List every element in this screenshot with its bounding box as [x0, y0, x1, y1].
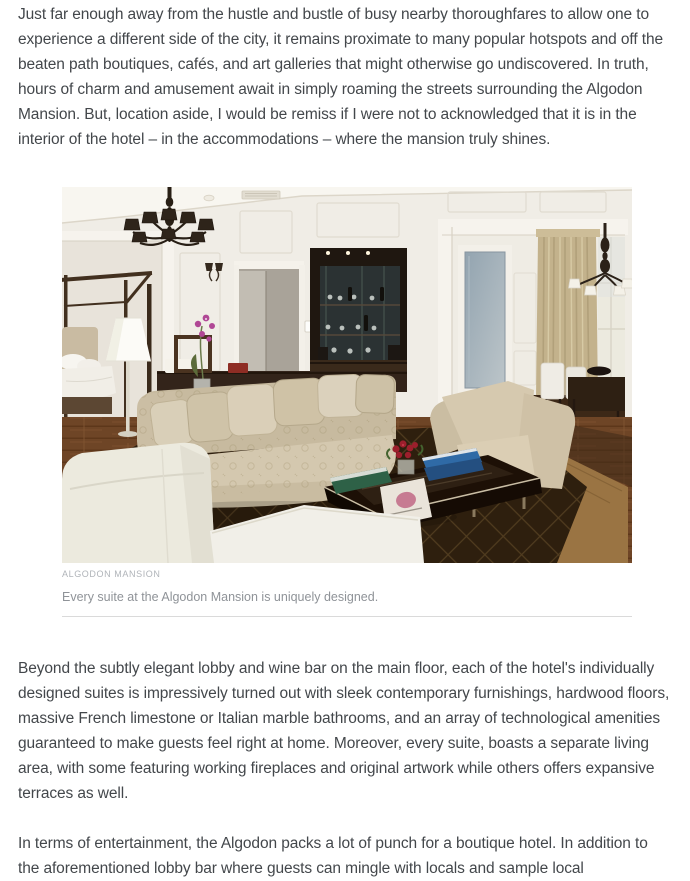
armchair-foreground [62, 443, 215, 563]
photo-credit: ALGODON MANSION [62, 569, 161, 579]
paragraph-suites: Beyond the subtly elegant lobby and wine bar on the main floor, each of the hotel's individually designed suites is impressively turned out with sleek contemporary furnishings, hardwood floors, massive French limestone or Italian marble bathrooms, and an array of technological amenities guaranteed to make guests feel right at home. Moreover, every suite, boasts a separate living area, with some featuring working fireplaces and original artwork while others offers expansive terraces as well. [18, 660, 670, 802]
paragraph-intro: Just far enough away from the hustle and bustle of busy nearby thoroughfares to allow one to experience a different side of the city, it remains proximate to many popular hotspots and off the beaten path boutiques, cafés, and art galleries that might otherwise go undiscovered. In truth, hours of charm and amusement await in simply roaming the streets surrounding the Algodon Mansion. But, location aside, I would be remiss if I were not to acknowledged that it is in the interior of the hotel – in the accommodations – where the mansion truly shines. [18, 6, 664, 148]
hotel-suite-photo [62, 187, 632, 563]
paragraph-entertainment: In terms of entertainment, the Algodon packs a lot of punch for a boutique hotel. In addition to the aforementioned lobby bar where guests can mingle with locals and sample local [18, 835, 648, 877]
photo-caption: Every suite at the Algodon Mansion is uniquely designed. [62, 590, 379, 604]
suite-photo-illustration [62, 187, 632, 563]
figure-divider [62, 616, 632, 617]
window [598, 237, 625, 383]
wine-bar-cabinet [310, 248, 407, 389]
figure-caption-block [62, 569, 672, 605]
suite-figure [18, 187, 672, 605]
